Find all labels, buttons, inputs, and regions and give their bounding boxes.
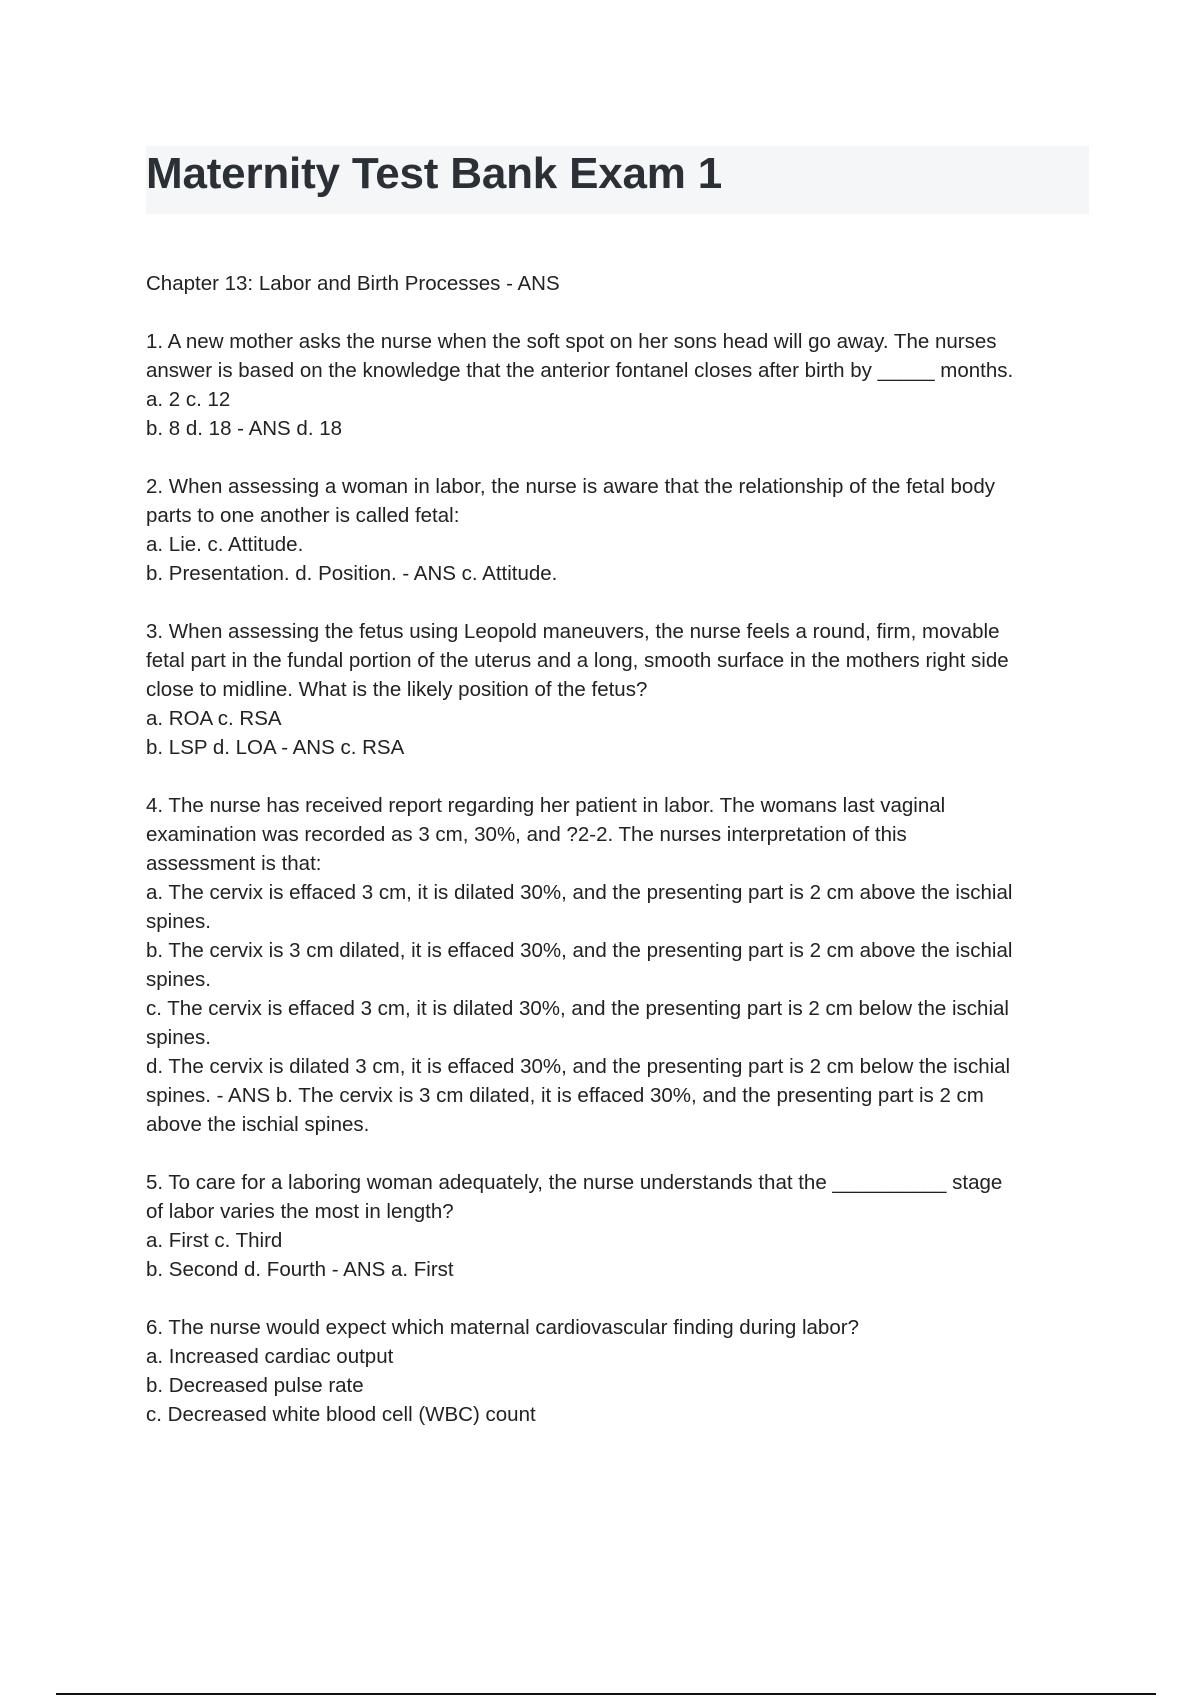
question-line: 2. When assessing a woman in labor, the nurse is aware that the relationship of the fetal body: [146, 475, 995, 498]
question-4: [146, 791, 1096, 1139]
answer-option: a. Increased cardiac output: [146, 1345, 394, 1368]
answer-option: spines. - ANS b. The cervix is 3 cm dilated, it is effaced 30%, and the presenting part is 2 cm: [146, 1084, 984, 1107]
question-line: of labor varies the most in length?: [146, 1200, 454, 1223]
answer-option: above the ischial spines.: [146, 1113, 370, 1136]
footer-divider: [56, 1693, 1156, 1695]
question-line: examination was recorded as 3 cm, 30%, and ?2-2. The nurses interpretation of this: [146, 823, 907, 846]
answer-option: a. ROA c. RSA: [146, 707, 282, 730]
question-5: [146, 1168, 1096, 1284]
answer-option: a. Lie. c. Attitude.: [146, 533, 304, 556]
question-line: 3. When assessing the fetus using Leopold maneuvers, the nurse feels a round, firm, movable: [146, 620, 1000, 643]
page-title: Maternity Test Bank Exam 1: [146, 149, 722, 198]
answer-option: a. 2 c. 12: [146, 388, 231, 411]
question-line: parts to one another is called fetal:: [146, 504, 460, 527]
answer-option: d. The cervix is dilated 3 cm, it is effaced 30%, and the presenting part is 2 cm below the ischial: [146, 1055, 1011, 1078]
answer-option: b. Presentation. d. Position. - ANS c. Attitude.: [146, 562, 558, 585]
answer-option: b. The cervix is 3 cm dilated, it is effaced 30%, and the presenting part is 2 cm above the ischial: [146, 939, 1013, 962]
question-line: 6. The nurse would expect which maternal cardiovascular finding during labor?: [146, 1316, 859, 1339]
answer-option: spines.: [146, 910, 211, 933]
question-6: [146, 1313, 1096, 1429]
answer-option: b. LSP d. LOA - ANS c. RSA: [146, 736, 405, 759]
answer-option: b. Second d. Fourth - ANS a. First: [146, 1258, 454, 1281]
document-body: [146, 269, 1096, 1458]
answer-option: spines.: [146, 1026, 211, 1049]
answer-option: a. The cervix is effaced 3 cm, it is dilated 30%, and the presenting part is 2 cm above the ischial: [146, 881, 1013, 904]
question-line: 5. To care for a laboring woman adequately, the nurse understands that the __________ stage: [146, 1171, 1003, 1194]
question-line: answer is based on the knowledge that the anterior fontanel closes after birth by _____ months.: [146, 359, 1014, 382]
question-2: [146, 472, 1096, 588]
chapter-heading: Chapter 13: Labor and Birth Processes - ANS: [146, 272, 560, 295]
answer-option: b. 8 d. 18 - ANS d. 18: [146, 417, 343, 440]
answer-option: c. Decreased white blood cell (WBC) count: [146, 1403, 536, 1426]
question-line: 4. The nurse has received report regarding her patient in labor. The womans last vaginal: [146, 794, 946, 817]
question-1: [146, 327, 1096, 443]
question-3: [146, 617, 1096, 762]
question-line: 1. A new mother asks the nurse when the soft spot on her sons head will go away. The nurses: [146, 330, 997, 353]
answer-option: spines.: [146, 968, 211, 991]
answer-option: a. First c. Third: [146, 1229, 283, 1252]
question-line: assessment is that:: [146, 852, 322, 875]
answer-option: b. Decreased pulse rate: [146, 1374, 364, 1397]
answer-option: c. The cervix is effaced 3 cm, it is dilated 30%, and the presenting part is 2 cm below the ischial: [146, 997, 1009, 1020]
question-line: close to midline. What is the likely position of the fetus?: [146, 678, 648, 701]
question-line: fetal part in the fundal portion of the uterus and a long, smooth surface in the mothers right side: [146, 649, 1009, 672]
